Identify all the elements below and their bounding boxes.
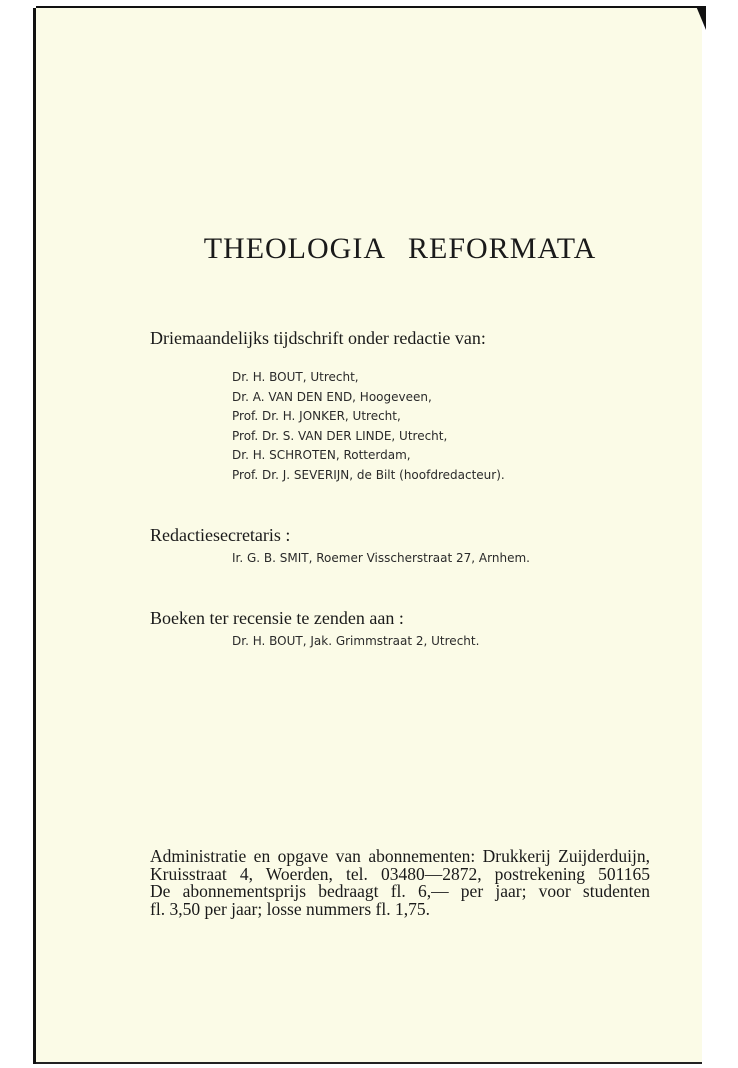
reviews-detail: Dr. H. BOUT, Jak. Grimmstraat 2, Utrecht. [232,634,480,648]
administration-line: Administratie en opgave van abonnementen: Drukkerij Zuijderduijn, [150,846,650,866]
editor-item: Dr. H. BOUT, Utrecht, [232,370,359,384]
editor-list [232,368,505,486]
reviews-heading: Boeken ter recensie te zenden aan : [150,608,404,628]
scan-corner-mark [696,6,706,30]
scan-edge-left [33,8,36,1064]
editor-item: Prof. Dr. S. VAN DER LINDE, Utrecht, [232,428,448,443]
journal-title-word-2: REFORMATA [408,232,597,265]
editorial-heading: Driemaandelijks tijdschrift onder redactie van: [150,328,486,348]
journal-title-word-1: THEOLOGIA [203,232,386,265]
secretaries-heading: Redactiesecretaris : [150,525,291,545]
scan-edge-bottom [36,1062,702,1064]
journal-title [120,232,680,266]
administration-line: fl. 3,50 per jaar; losse nummers fl. 1,75. [150,898,430,919]
administration-line: Kruisstraat 4, Woerden, tel. 03480—2872, postrekening 501165 [150,863,650,884]
scan-edge-top [36,6,702,8]
editor-item: Prof. Dr. J. SEVERIJN, de Bilt (hoofdredacteur). [232,467,505,482]
editor-item: Prof. Dr. H. JONKER, Utrecht, [232,409,401,424]
editor-item: Dr. H. SCHROTEN, Rotterdam, [232,448,411,463]
administration-block [150,848,650,918]
secretary-detail: Ir. G. B. SMIT, Roemer Visscherstraat 27, Arnhem. [232,551,530,565]
editor-item: Dr. A. VAN DEN END, Hoogeveen, [232,389,432,404]
administration-line: De abonnementsprijs bedraagt fl. 6,— per jaar; voor studenten [150,881,650,901]
